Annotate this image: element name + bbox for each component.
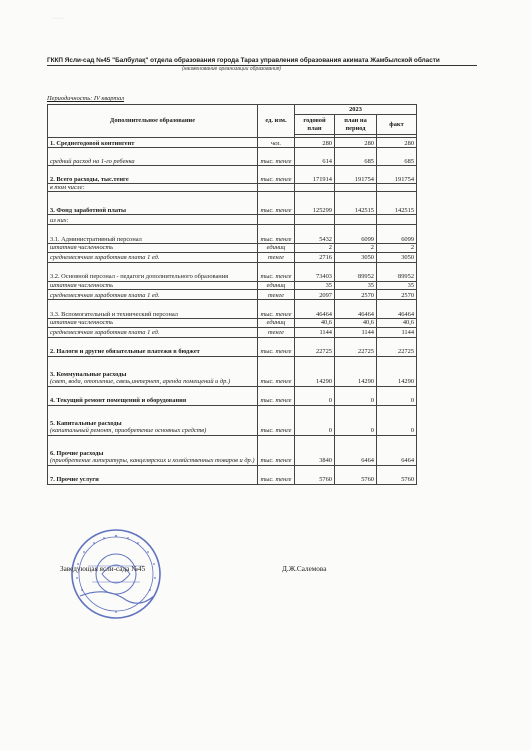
row-label	[48, 435, 258, 465]
fact-value: 191754	[377, 166, 417, 184]
row-label	[48, 244, 258, 252]
period-plan-value: 40,6	[335, 319, 377, 327]
annual-plan-value	[295, 215, 335, 225]
row-unit: тыс. тенге	[258, 225, 295, 244]
annual-plan-value	[295, 184, 335, 192]
annual-plan-value: 40,6	[295, 319, 335, 327]
period-plan-value	[335, 184, 377, 192]
fact-value: 0	[377, 386, 417, 405]
row-label-text: 3. Фонд заработной платы	[50, 207, 127, 214]
fact-value: 2	[377, 244, 417, 252]
periodicity-label: Периодичность: IV квартал	[47, 95, 125, 102]
header-unit: ед. изм.	[258, 105, 295, 138]
fact-value: 3050	[377, 252, 417, 262]
row-unit: тенге	[258, 290, 295, 300]
row-label	[48, 148, 258, 166]
row-unit: тенге	[258, 327, 295, 337]
row-unit: тыс. тенге	[258, 356, 295, 386]
period-plan-value	[335, 215, 377, 225]
row-unit	[258, 215, 295, 225]
signature-title: Заведующая ясли-сада №45	[60, 565, 146, 573]
faint-mark: ······	[52, 16, 64, 22]
table-row	[48, 215, 417, 225]
fact-value: 40,6	[377, 319, 417, 327]
row-label	[48, 465, 258, 484]
row-label-text: 3.3. Вспомогательный и технический персонал	[50, 310, 178, 318]
row-label-text: 5. Капитальные расходы	[50, 419, 122, 427]
fact-value: 5760	[377, 465, 417, 484]
fact-value	[377, 215, 417, 225]
row-label	[48, 184, 258, 192]
row-label	[48, 215, 258, 225]
budget-table	[47, 104, 417, 485]
row-unit: тыс. тенге	[258, 465, 295, 484]
annual-plan-value: 171914	[295, 166, 335, 184]
row-unit: чел.	[258, 138, 295, 148]
row-label-text: 6. Прочие расходы	[50, 449, 104, 457]
row-unit: тыс. тенге	[258, 262, 295, 281]
period-plan-value: 280	[335, 138, 377, 148]
organization-name: ГККП Ясли-сад №45 "Балбулақ" отдела образования города Тараз управления образования акимата Жамбылской области	[47, 57, 440, 64]
table-row	[48, 319, 417, 327]
fact-value: 46464	[377, 300, 417, 319]
row-unit: тыс. тенге	[258, 405, 295, 435]
row-label-text: среднемесячная заработная плата 1 ед.	[50, 329, 160, 337]
header-fact: факт	[377, 115, 417, 135]
table-row	[48, 465, 417, 484]
row-unit: тыс. тенге	[258, 148, 295, 166]
row-unit: единиц	[258, 281, 295, 289]
row-label-text: среднемесячная заработная плата 1 ед.	[50, 291, 160, 299]
table-row	[48, 356, 417, 386]
row-label-text: штатная численность	[50, 244, 114, 252]
period-plan-value: 2570	[335, 290, 377, 300]
row-label	[48, 356, 258, 386]
annual-plan-value: 35	[295, 281, 335, 289]
row-label-text: штатная численность	[50, 319, 114, 327]
row-label-text: 2. Всего расходы, тыс.тенге	[50, 175, 129, 183]
row-label-text: из них:	[50, 217, 69, 224]
row-unit: тенге	[258, 252, 295, 262]
row-label-text: в том числе:	[50, 184, 85, 191]
fact-value: 142515	[377, 192, 417, 215]
annual-plan-value: 73403	[295, 262, 335, 281]
annual-plan-value: 22725	[295, 337, 335, 356]
annual-plan-value: 14290	[295, 356, 335, 386]
table-row	[48, 290, 417, 300]
period-plan-value: 46464	[335, 300, 377, 319]
row-unit: тыс. тенге	[258, 300, 295, 319]
annual-plan-value: 2716	[295, 252, 335, 262]
header-item: Дополнительное образование	[48, 105, 258, 138]
row-unit: тыс. тенге	[258, 435, 295, 465]
row-unit: тыс. тенге	[258, 386, 295, 405]
period-plan-value: 685	[335, 148, 377, 166]
row-unit: тыс. тенге	[258, 192, 295, 215]
period-plan-value: 6099	[335, 225, 377, 244]
period-plan-value: 0	[335, 386, 377, 405]
fact-value: 35	[377, 281, 417, 289]
table-row	[48, 244, 417, 252]
row-unit	[258, 184, 295, 192]
row-label-text: средний расход на 1-го ребенка	[50, 157, 135, 165]
signature-name: Д.Ж.Салемова	[282, 565, 327, 573]
row-label-text: 2. Налоги и другие обязательные платежи в бюджет	[50, 348, 200, 356]
table-row	[48, 225, 417, 244]
row-unit: единиц	[258, 244, 295, 252]
period-plan-value: 142515	[335, 192, 377, 215]
row-unit: тыс. тенге	[258, 166, 295, 184]
row-unit: тыс. тенге	[258, 337, 295, 356]
table-row	[48, 386, 417, 405]
period-plan-value: 191754	[335, 166, 377, 184]
row-label	[48, 327, 258, 337]
row-label	[48, 281, 258, 289]
row-sublabel: (приобретение литературы, канцелярских и хозяйственных товаров и др.)	[50, 457, 255, 465]
fact-value: 280	[377, 138, 417, 148]
annual-plan-value: 125299	[295, 192, 335, 215]
row-label-text: 3.1. Административный персонал	[50, 236, 142, 243]
header-year: 2023	[295, 105, 417, 115]
period-plan-value: 89952	[335, 262, 377, 281]
period-plan-value: 0	[335, 405, 377, 435]
table-row	[48, 184, 417, 192]
table-row	[48, 337, 417, 356]
row-label-text: 3.2. Основной персонал - педагоги дополнительного образования	[50, 273, 229, 281]
period-plan-value: 1144	[335, 327, 377, 337]
row-label	[48, 319, 258, 327]
table-row	[48, 252, 417, 262]
period-plan-value: 22725	[335, 337, 377, 356]
organization-caption: (наименование организации образования)	[182, 66, 282, 72]
row-label	[48, 300, 258, 319]
annual-plan-value: 46464	[295, 300, 335, 319]
row-label	[48, 252, 258, 262]
row-label	[48, 386, 258, 405]
row-label-text: штатная численность	[50, 281, 114, 289]
fact-value: 2570	[377, 290, 417, 300]
annual-plan-value: 5760	[295, 465, 335, 484]
row-label-text: 7. Прочие услуги	[50, 476, 99, 484]
fact-value: 6464	[377, 435, 417, 465]
annual-plan-value: 5432	[295, 225, 335, 244]
row-label	[48, 166, 258, 184]
table-row	[48, 192, 417, 215]
table-row	[48, 262, 417, 281]
row-label	[48, 337, 258, 356]
fact-value: 22725	[377, 337, 417, 356]
row-label-text: 3. Коммунальные расходы	[50, 370, 127, 378]
row-label	[48, 290, 258, 300]
fact-value: 685	[377, 148, 417, 166]
annual-plan-value: 3840	[295, 435, 335, 465]
official-stamp	[66, 526, 166, 622]
fact-value: 14290	[377, 356, 417, 386]
period-plan-value: 6464	[335, 435, 377, 465]
period-plan-value: 5760	[335, 465, 377, 484]
table-row	[48, 405, 417, 435]
fact-value: 89952	[377, 262, 417, 281]
table-row	[48, 327, 417, 337]
annual-plan-value: 0	[295, 405, 335, 435]
row-sublabel: (капитальный ремонт, приобретение основных средств)	[50, 427, 207, 435]
annual-plan-value: 614	[295, 148, 335, 166]
annual-plan-value: 280	[295, 138, 335, 148]
table-header-row-1	[48, 105, 417, 115]
annual-plan-value: 2	[295, 244, 335, 252]
row-label	[48, 225, 258, 244]
row-label-text: 1. Среднегодовой контингент	[50, 139, 135, 147]
row-unit: единиц	[258, 319, 295, 327]
row-label	[48, 262, 258, 281]
table-row	[48, 148, 417, 166]
row-label-text: среднемесячная заработная плата 1 ед.	[50, 254, 160, 262]
period-plan-value: 14290	[335, 356, 377, 386]
row-label	[48, 138, 258, 148]
annual-plan-value: 2097	[295, 290, 335, 300]
row-label	[48, 192, 258, 215]
period-plan-value: 3050	[335, 252, 377, 262]
table-row	[48, 300, 417, 319]
annual-plan-value: 1144	[295, 327, 335, 337]
period-plan-value: 2	[335, 244, 377, 252]
header-period-plan: план на период	[335, 115, 377, 135]
table-row	[48, 166, 417, 184]
fact-value: 0	[377, 405, 417, 435]
annual-plan-value: 0	[295, 386, 335, 405]
period-plan-value: 35	[335, 281, 377, 289]
fact-value: 6099	[377, 225, 417, 244]
fact-value: 1144	[377, 327, 417, 337]
fact-value	[377, 184, 417, 192]
row-sublabel: (свет, вода, отопление, связь,интернет, аренда помещений и др.)	[50, 378, 231, 386]
table-row	[48, 435, 417, 465]
row-label	[48, 405, 258, 435]
table-row	[48, 281, 417, 289]
row-label-text: 4. Текущий ремонт помещений и оборудования	[50, 397, 187, 405]
header-annual-plan: годовой план	[295, 115, 335, 135]
table-row	[48, 138, 417, 148]
